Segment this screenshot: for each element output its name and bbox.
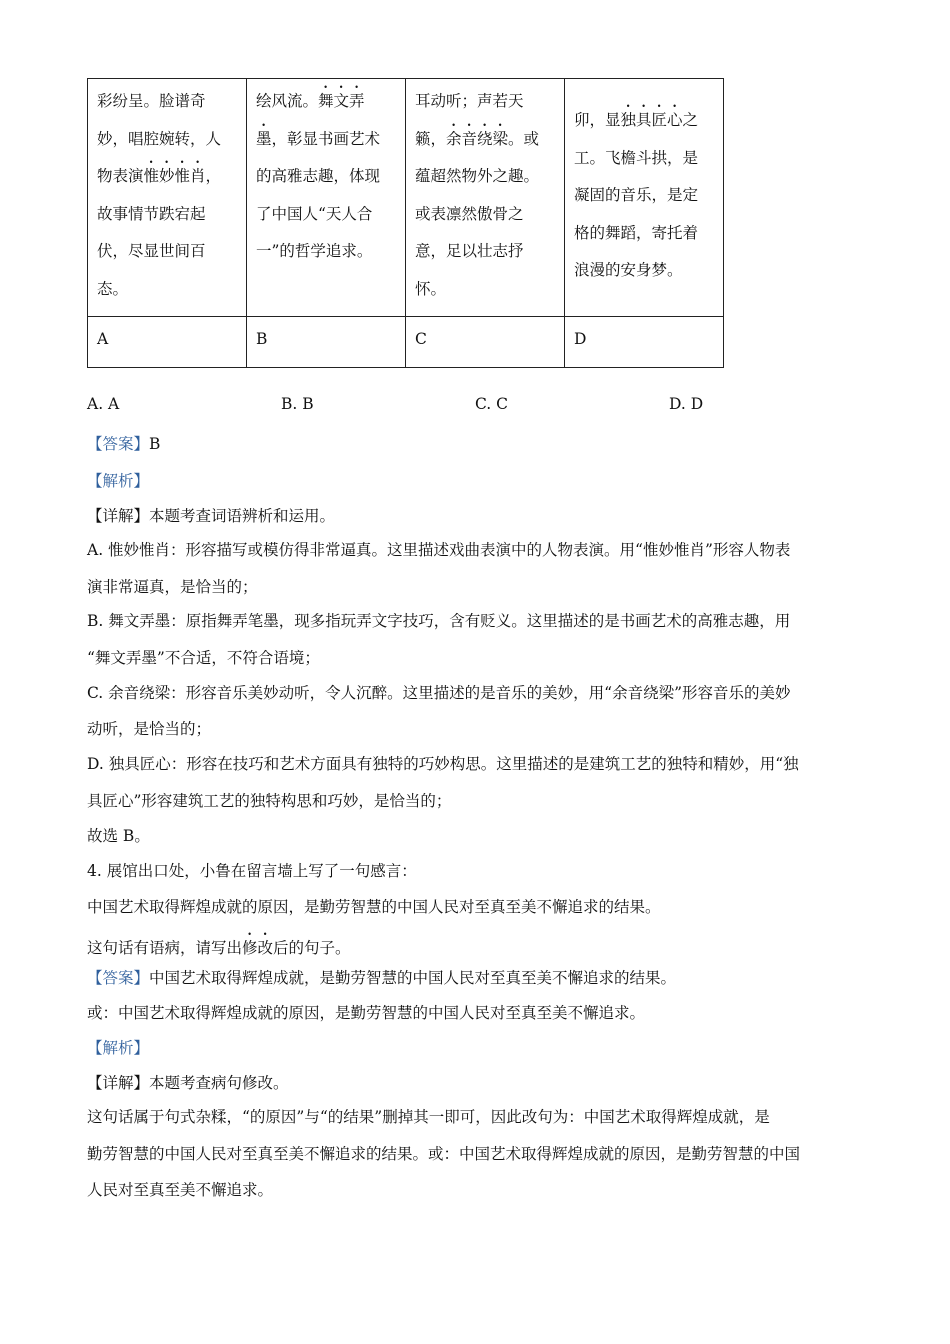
option-cell-d: [565, 79, 724, 317]
choice-a[interactable]: A. A: [87, 395, 120, 413]
cell-line: 工。飞檐斗拱，是: [574, 148, 699, 167]
cell-line: 物表演惟妙惟肖，: [97, 167, 222, 185]
answer-tag: 【答案】: [87, 435, 150, 453]
cell-line: 故事情节跌宕起: [97, 204, 206, 223]
cell-line: 彩纷呈。脸谱奇: [97, 92, 206, 110]
option-table: [87, 78, 724, 368]
choice-c[interactable]: C. C: [475, 395, 509, 413]
q4-line-3: 人民对至真至美不懈追求。: [87, 1181, 274, 1199]
q4-sentence: 中国艺术取得辉煌成就的原因，是勤劳智慧的中国人民对至真至美不懈追求的结果。: [87, 898, 661, 916]
option-label-a: A: [88, 317, 247, 368]
q4-answer: 中国艺术取得辉煌成就，是勤劳智慧的中国人民对至真至美不懈追求的结果。: [149, 969, 677, 987]
option-cell-a: [88, 79, 247, 317]
cell-line: 浪漫的安身梦。: [574, 261, 683, 279]
q3-answer: B: [149, 435, 161, 453]
cell-line: 怀。: [415, 279, 447, 298]
cell-line: 墨，彰显书画艺术: [256, 129, 381, 148]
emphasized-phrase: 独具匠心: [620, 111, 683, 129]
option-cell-b: [247, 79, 406, 317]
choice-b[interactable]: B. B: [281, 395, 314, 413]
q3-analysis-tag: 【解析】: [87, 472, 150, 490]
q3-line-c1: C. 余音绕梁：形容音乐美妙动听，令人沉醉。这里描述的是音乐的美妙，用“余音绕梁”形容音乐的美妙: [87, 684, 791, 702]
option-label-b: B: [247, 317, 406, 368]
cell-line: 格的舞蹈，寄托着: [574, 223, 699, 242]
q4-prompt: 这句话有语病，请写出修改后的句子。: [87, 939, 351, 957]
choice-d[interactable]: D. D: [669, 395, 704, 413]
q3-line-c2: 动听，是恰当的；: [87, 720, 212, 738]
q4-line-1: 这句话属于句式杂糅，“的原因”与“的结果”删掉其一即可，因此改句为：中国艺术取得辉煌成就，是: [87, 1108, 770, 1126]
q3-line-b2: “舞文弄墨”不合适，不符合语境；: [87, 649, 320, 667]
cell-line: 绘风流。舞文弄: [256, 92, 365, 110]
cell-line: 妙，唱腔婉转，人: [97, 129, 222, 148]
emphasized-phrase: 修改: [242, 939, 274, 957]
cell-line: 意，足以壮志抒: [415, 242, 524, 260]
q4-analysis-tag: 【解析】: [87, 1039, 150, 1057]
emphasized-phrase: 余音绕梁: [446, 129, 509, 148]
q3-line-b1: B. 舞文弄墨：原指舞弄笔墨，现多指玩弄文字技巧，含有贬义。这里描述的是书画艺术的高雅志趣，用: [87, 612, 791, 630]
q4-question: 4. 展馆出口处，小鲁在留言墙上写了一句感言：: [87, 862, 417, 880]
emphasized-phrase: 墨: [256, 129, 272, 148]
cell-line: 凝固的音乐，是定: [574, 186, 699, 204]
q3-detail: 【详解】本题考查词语辨析和运用。: [87, 507, 336, 525]
cell-line: 的高雅志趣，体现: [256, 167, 381, 185]
option-cell-c: [406, 79, 565, 317]
q4-line-2: 勤劳智慧的中国人民对至真至美不懈追求的结果。或：中国艺术取得辉煌成就的原因，是勤劳智慧的中国: [87, 1145, 801, 1163]
q3-conclusion: 故选 B。: [87, 827, 150, 845]
cell-line: 或表凛然傲骨之: [415, 204, 524, 223]
cell-line: 蕴超然物外之趣。: [415, 167, 540, 185]
cell-line: 耳动听；声若天: [415, 92, 524, 110]
cell-line: 态。: [97, 279, 129, 298]
q3-answer-line: [87, 432, 867, 454]
option-label-d: D: [565, 317, 724, 368]
q4-detail: 【详解】本题考查病句修改。: [87, 1074, 289, 1092]
q3-line-a2: 演非常逼真，是恰当的；: [87, 578, 258, 596]
emphasized-phrase: 舞文弄: [318, 92, 365, 110]
q4-answer-alt: 或：中国艺术取得辉煌成就的原因，是勤劳智慧的中国人民对至真至美不懈追求。: [87, 1004, 646, 1022]
option-label-row: [88, 317, 724, 368]
answer-choices: [87, 395, 867, 423]
cell-line: 了中国人“天人合: [256, 204, 373, 223]
cell-line: 卯，显独具匠心之: [574, 111, 699, 129]
q3-line-d1: D. 独具匠心：形容在技巧和艺术方面具有独特的巧妙构思。这里描述的是建筑工艺的独特和精妙，用“独: [87, 755, 799, 773]
q3-line-a1: A. 惟妙惟肖：形容描写或模仿得非常逼真。这里描述戏曲表演中的人物表演。用“惟妙惟肖”形容人物表: [87, 541, 791, 559]
cell-line: 伏，尽显世间百: [97, 242, 206, 260]
q3-line-d2: 具匠心”形容建筑工艺的独特构思和巧妙，是恰当的；: [87, 792, 452, 810]
option-content-row: [88, 79, 724, 317]
option-label-c: C: [406, 317, 565, 368]
cell-line: 籁，余音绕梁。或: [415, 129, 540, 148]
cell-line: 一”的哲学追求。: [256, 242, 373, 260]
emphasized-phrase: 惟妙惟肖: [143, 167, 206, 185]
answer-tag: 【答案】: [87, 969, 150, 987]
q4-answer-line: [87, 966, 867, 988]
